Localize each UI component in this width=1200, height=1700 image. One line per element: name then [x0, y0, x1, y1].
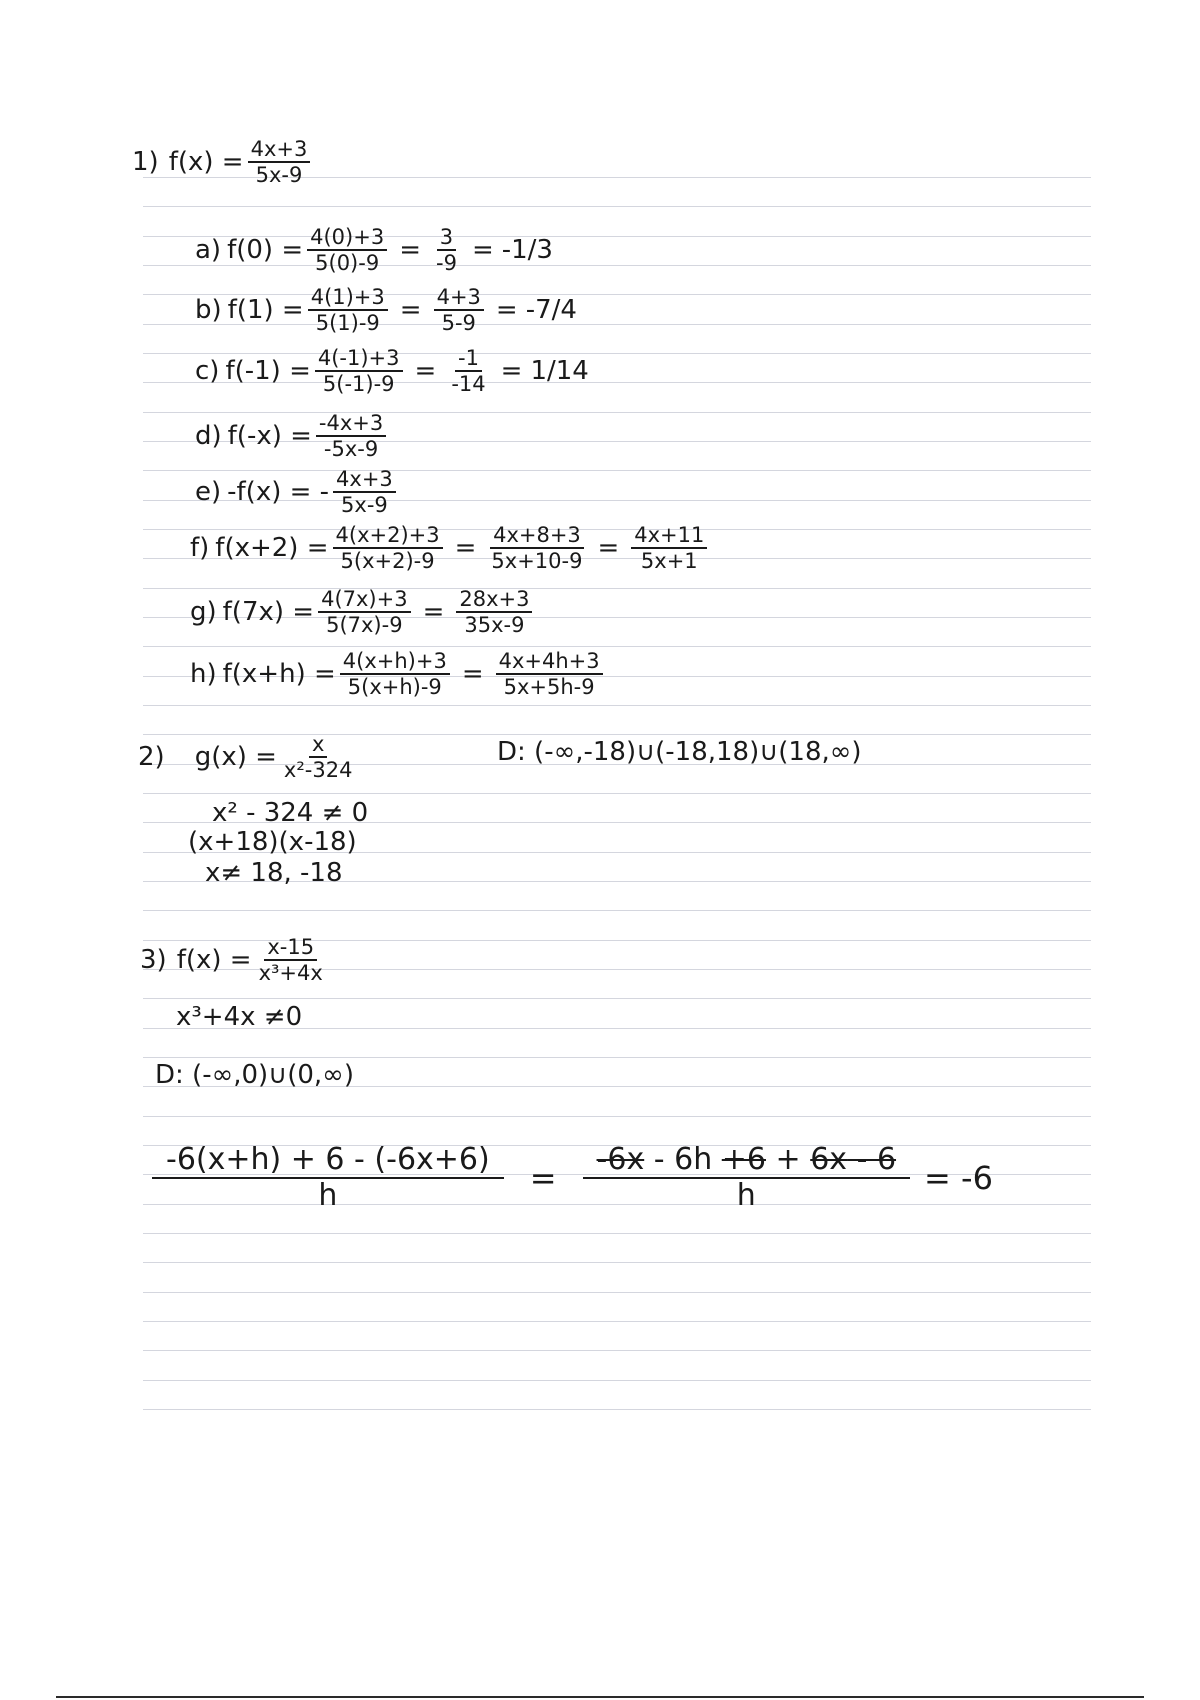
part-result: -1/3 [501, 235, 553, 266]
fraction-numerator: x-15 [264, 936, 317, 961]
part-label: g) [190, 597, 217, 628]
fraction-denominator: 5(-1)-9 [322, 372, 395, 397]
equals-sign: = [399, 295, 422, 326]
equals-sign: = [414, 356, 437, 387]
fraction-denominator: 5(7x)-9 [326, 613, 403, 638]
equals-sign: = [529, 1158, 557, 1197]
function-lhs: f(x) = [168, 147, 244, 178]
fraction-numerator: 28x+3 [456, 588, 532, 613]
function-lhs: f(x) = [176, 945, 252, 976]
problem-3-header [140, 936, 330, 984]
part-label: a) [195, 235, 222, 266]
fraction [434, 286, 484, 334]
fraction-numerator: 4(1)+3 [308, 286, 388, 311]
part-label: e) [195, 477, 222, 508]
part-label: c) [195, 356, 220, 387]
fraction [318, 588, 411, 636]
equals-sign: = [461, 659, 484, 690]
part-lhs: f(0) = [227, 235, 304, 266]
part-lhs: -f(x) = - [227, 477, 330, 508]
fraction [488, 524, 585, 572]
ruled-line [143, 1321, 1091, 1322]
problem-number: 3) [140, 945, 167, 976]
part-lhs: f(-1) = [225, 356, 311, 387]
fraction [315, 347, 403, 395]
fraction-numerator: -6(x+h) + 6 - (-6x+6) [152, 1144, 504, 1179]
struck-term: - 6 [847, 1142, 897, 1177]
problem-2-domain: D: (-∞,-18)∪(-18,18)∪(18,∞) [497, 737, 862, 767]
equals-sign: = [500, 356, 523, 387]
fraction-denominator: 5x-9 [341, 493, 388, 518]
problem-2-work-line: x² - 324 ≠ 0 [212, 798, 369, 828]
fraction-denominator: h [736, 1177, 756, 1213]
part-lhs: f(1) = [227, 295, 304, 326]
problem-1-header [132, 138, 314, 186]
fraction-denominator: -5x-9 [323, 437, 379, 462]
fraction-numerator: 4+3 [434, 286, 484, 311]
equals-sign: = [495, 295, 518, 326]
fraction-numerator: 4x+3 [333, 468, 396, 493]
ruled-line [143, 1057, 1091, 1058]
equals-sign: = [597, 533, 620, 564]
fraction-numerator: 4x+4h+3 [496, 650, 603, 675]
problem-3-work-line: x³+4x ≠0 [176, 1002, 303, 1032]
fraction-numerator: 4(7x)+3 [318, 588, 411, 613]
part-f [190, 524, 711, 572]
function-lhs: g(x) = [194, 742, 277, 773]
part-c [195, 347, 589, 395]
fraction [307, 226, 387, 274]
problem-number: 1) [132, 147, 159, 178]
part-label: b) [195, 295, 222, 326]
ruled-line [143, 1409, 1091, 1410]
ruled-line [143, 1350, 1091, 1351]
fraction-denominator: 5(x+h)-9 [347, 675, 442, 700]
fraction-denominator: 5(x+2)-9 [340, 549, 435, 574]
part-label: h) [190, 659, 217, 690]
fraction-denominator: 5x+5h-9 [503, 675, 595, 700]
fraction [316, 412, 386, 460]
difference-quotient [148, 1144, 993, 1211]
ruled-line [143, 1380, 1091, 1381]
ruled-line [143, 206, 1091, 207]
ruled-line [143, 646, 1091, 647]
fraction-denominator: x³+4x [258, 961, 323, 986]
part-a [195, 226, 553, 274]
struck-term: +6 [721, 1142, 766, 1177]
problem-number: 2) [138, 742, 165, 773]
fraction-denominator: 5x+1 [640, 549, 698, 574]
part-label: d) [195, 421, 222, 452]
ruled-line [143, 793, 1091, 794]
fraction-denominator: 5x+10-9 [491, 549, 583, 574]
fraction-numerator: -1 [455, 347, 482, 372]
fraction [631, 524, 707, 572]
fraction-denominator: 5(0)-9 [315, 251, 380, 276]
fraction-numerator: 3 [437, 226, 456, 251]
fraction-numerator: x [309, 733, 327, 758]
part-h [190, 650, 607, 698]
fraction [333, 468, 396, 516]
bottom-rule [56, 1696, 1144, 1698]
ruled-line [143, 705, 1091, 706]
fraction-numerator: 4(x+2)+3 [333, 524, 443, 549]
fraction [256, 936, 326, 984]
part-e [195, 468, 400, 516]
fraction [308, 286, 388, 334]
fraction-numerator: 4(0)+3 [307, 226, 387, 251]
fraction [433, 226, 460, 274]
part-lhs: f(x+h) = [222, 659, 336, 690]
fraction-denominator: 5x-9 [255, 163, 303, 188]
part-result: -7/4 [525, 295, 577, 326]
fraction-denominator: -9 [436, 251, 457, 276]
fraction [281, 733, 356, 781]
ruled-line [143, 1262, 1091, 1263]
ruled-line [143, 1233, 1091, 1234]
fraction [583, 1144, 911, 1211]
problem-3-domain: D: (-∞,0)∪(0,∞) [155, 1060, 354, 1090]
fraction-numerator [583, 1144, 911, 1179]
difference-quotient-result: = -6 [924, 1158, 993, 1197]
fraction-denominator: -14 [451, 372, 486, 397]
equals-sign: = [454, 533, 477, 564]
term: - 6h [644, 1142, 722, 1177]
fraction [456, 588, 532, 636]
problem-2-header [138, 733, 359, 781]
part-g [190, 588, 536, 636]
part-b [195, 286, 577, 334]
part-d [195, 412, 390, 460]
fraction-denominator: 5-9 [441, 311, 476, 336]
fraction-numerator: -4x+3 [316, 412, 386, 437]
fraction-numerator: 4x+3 [248, 138, 311, 163]
part-lhs: f(7x) = [222, 597, 315, 628]
problem-2-work-line: (x+18)(x-18) [188, 827, 357, 857]
fraction-denominator: 5(1)-9 [315, 311, 380, 336]
equals-sign: = [422, 597, 445, 628]
part-label: f) [190, 533, 210, 564]
equals-sign: = [471, 235, 494, 266]
fraction-numerator: 4x+8+3 [490, 524, 584, 549]
fraction [496, 650, 603, 698]
fraction [448, 347, 488, 395]
part-lhs: f(x+2) = [215, 533, 329, 564]
struck-term: 6x [810, 1142, 848, 1177]
part-result: 1/14 [530, 356, 589, 387]
term: + [765, 1142, 811, 1177]
fraction-denominator: 35x-9 [464, 613, 525, 638]
fraction-numerator: 4x+11 [631, 524, 707, 549]
fraction-denominator: x²-324 [283, 758, 353, 783]
problem-2-work-line: x≠ 18, -18 [205, 858, 343, 888]
ruled-line [143, 998, 1091, 999]
fraction-numerator: 4(x+h)+3 [340, 650, 450, 675]
ruled-line [143, 1116, 1091, 1117]
fraction-denominator: h [318, 1177, 338, 1213]
fraction [340, 650, 450, 698]
fraction-numerator: 4(-1)+3 [315, 347, 403, 372]
fraction [248, 138, 311, 186]
ruled-line [143, 910, 1091, 911]
part-lhs: f(-x) = [227, 421, 312, 452]
ruled-line [143, 1292, 1091, 1293]
fraction [333, 524, 443, 572]
struck-term: -6x [596, 1142, 645, 1177]
equals-sign: = [399, 235, 421, 266]
fraction [152, 1144, 504, 1211]
